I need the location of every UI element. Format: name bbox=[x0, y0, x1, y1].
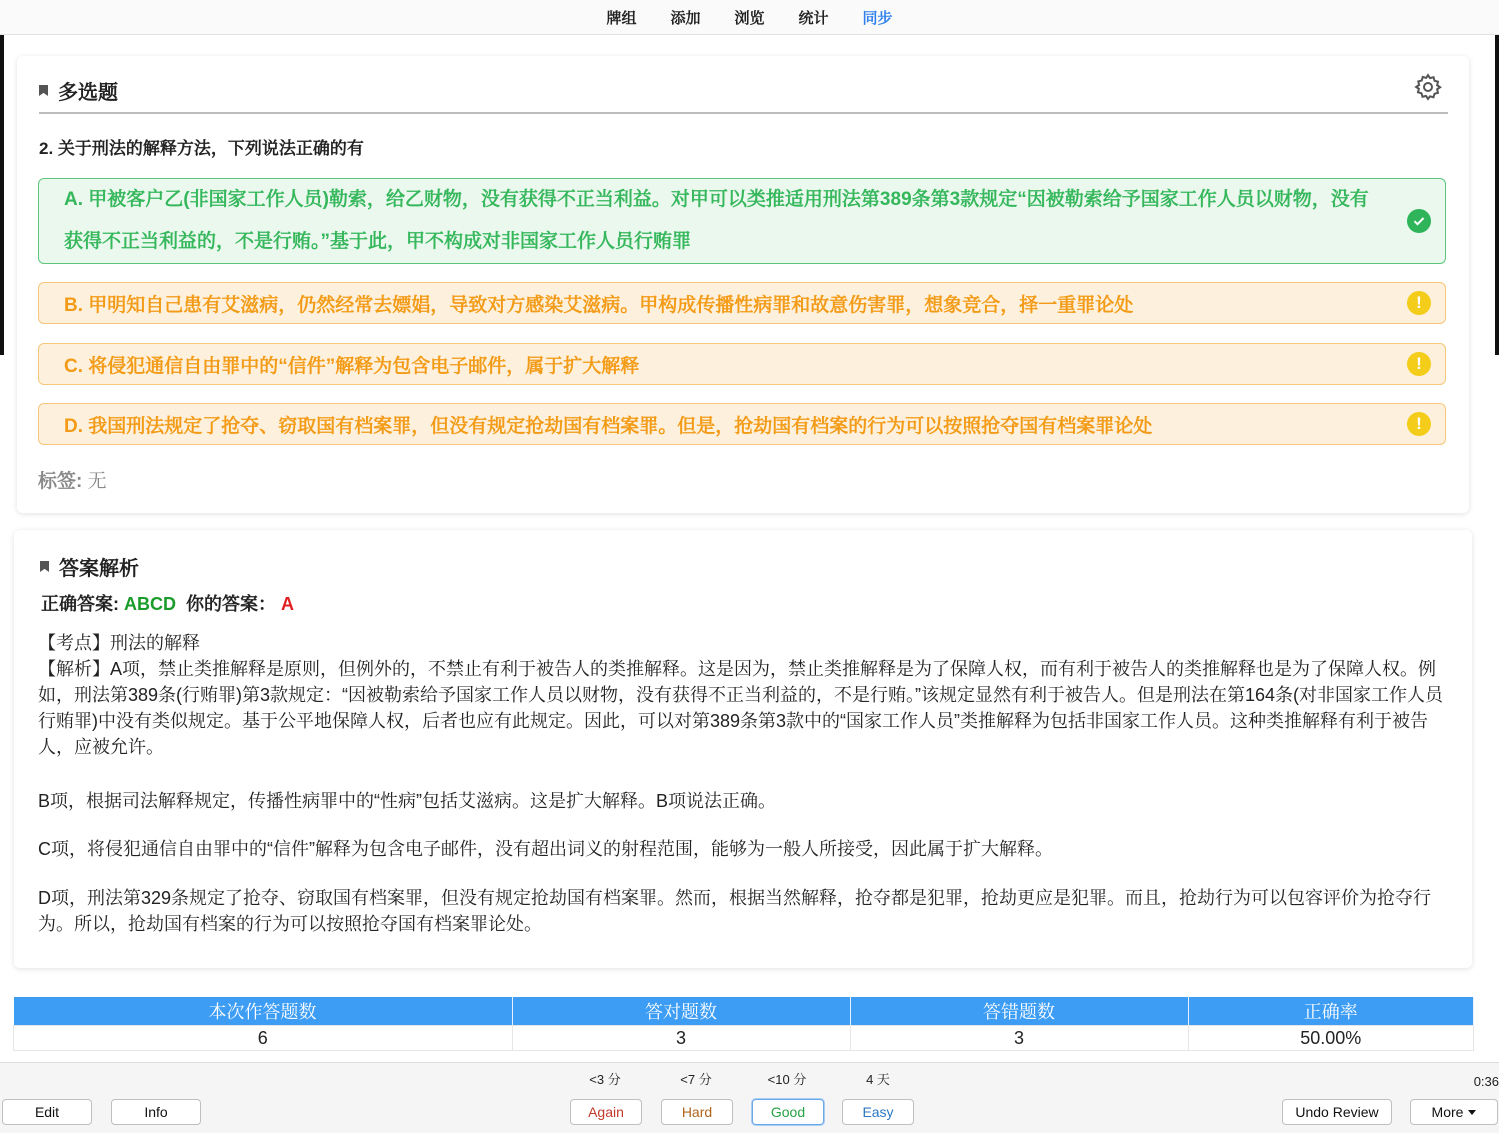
option-b-label: B. 甲明知自己患有艾滋病，仍然经常去嫖娼，导致对方感染艾滋病。甲构成传播性病罪和故意伤害罪，想象竞合，择一重罪论处 bbox=[64, 294, 1134, 316]
option-c[interactable] bbox=[38, 343, 1446, 385]
stats-total-value: 6 bbox=[14, 1026, 513, 1051]
answer-section-title: 答案解析 bbox=[59, 558, 139, 580]
your-answer-value: A bbox=[281, 594, 295, 614]
stats-header-wrong: 答错题数 bbox=[850, 997, 1188, 1026]
undo-review-button[interactable]: Undo Review bbox=[1282, 1099, 1392, 1125]
window-left-edge bbox=[0, 0, 4, 355]
option-d[interactable] bbox=[38, 403, 1446, 445]
option-a-label: A. 甲被客户乙(非国家工作人员)勒索，给乙财物，没有获得不正当利益。对甲可以类推适用刑法第389条第3款规定“因被勒索给予国家工作人员以财物，没有获得不正当利益的，不是行贿。”基于此，甲不构成对非国家工作人员行贿罪 bbox=[64, 189, 1369, 252]
more-button[interactable] bbox=[1410, 1099, 1498, 1125]
nav-browse[interactable]: 浏览 bbox=[734, 9, 765, 27]
option-a[interactable] bbox=[38, 178, 1446, 264]
stats-wrong-value: 3 bbox=[850, 1026, 1188, 1051]
caret-down-icon bbox=[1468, 1110, 1476, 1115]
nav-sync[interactable]: 同步 bbox=[862, 9, 893, 27]
explanation-point: 【考点】刑法的解释 bbox=[38, 633, 200, 653]
explanation-b: B项，根据司法解释规定，传播性病罪中的“性病”包括艾滋病。这是扩大解释。B项说法正确。 bbox=[38, 791, 776, 811]
nav-add[interactable]: 添加 bbox=[670, 9, 701, 27]
tags-label: 标签: bbox=[38, 471, 83, 492]
good-interval: <10 分 bbox=[767, 1072, 807, 1087]
bookmark-icon bbox=[40, 561, 49, 572]
explanation-c: C项，将侵犯通信自由罪中的“信件”解释为包含电子邮件，没有超出词义的射程范围，能够为一般人所接受，因此属于扩大解释。 bbox=[38, 839, 1053, 859]
answer-summary bbox=[41, 590, 294, 616]
option-b[interactable] bbox=[38, 282, 1446, 324]
tags-line bbox=[38, 466, 107, 493]
nav-decks[interactable]: 牌组 bbox=[606, 9, 637, 27]
again-button[interactable]: Again bbox=[570, 1099, 642, 1125]
nav-stats[interactable]: 统计 bbox=[798, 9, 829, 27]
exclamation-circle-icon: ! bbox=[1407, 412, 1431, 436]
more-button-label: More bbox=[1431, 1104, 1464, 1120]
easy-button[interactable]: Easy bbox=[842, 1099, 914, 1125]
bookmark-icon bbox=[39, 85, 48, 96]
correct-answer-label: 正确答案: bbox=[41, 594, 119, 614]
review-bottom-bar bbox=[0, 1062, 1499, 1133]
stats-header-accuracy: 正确率 bbox=[1188, 997, 1474, 1026]
hard-button[interactable]: Hard bbox=[661, 1099, 733, 1125]
stats-header-correct: 答对题数 bbox=[512, 997, 850, 1026]
edit-button[interactable]: Edit bbox=[2, 1099, 92, 1125]
gear-icon[interactable] bbox=[1413, 72, 1443, 102]
session-stats-table bbox=[13, 997, 1474, 1051]
correct-answer-value: ABCD bbox=[124, 594, 177, 614]
option-d-label: D. 我国刑法规定了抢夺、窃取国有档案罪，但没有规定抢劫国有档案罪。但是，抢劫国有档案的行为可以按照抢夺国有档案罪论处 bbox=[64, 415, 1153, 437]
stats-accuracy-value: 50.00% bbox=[1188, 1026, 1474, 1051]
question-text: 2. 关于刑法的解释方法，下列说法正确的有 bbox=[39, 139, 364, 158]
good-button[interactable]: Good bbox=[752, 1099, 824, 1125]
exclamation-circle-icon: ! bbox=[1407, 352, 1431, 376]
stats-header-row bbox=[14, 997, 1474, 1026]
top-nav bbox=[0, 0, 1499, 35]
hard-interval: <7 分 bbox=[680, 1072, 712, 1087]
header-divider bbox=[39, 112, 1448, 114]
explanation-d: D项，刑法第329条规定了抢夺、窃取国有档案罪，但没有规定抢劫国有档案罪。然而，根据当然解释，抢夺都是犯罪，抢劫更应是犯罪。而且，抢劫行为可以包容评价为抢夺行为。所以，抢劫国有档案的行为可以按照抢夺国有档案罪论处。 bbox=[38, 888, 1432, 934]
answer-section-header bbox=[40, 552, 139, 581]
stats-value-row bbox=[14, 1026, 1474, 1051]
answer-card bbox=[14, 530, 1472, 968]
window-right-edge bbox=[1495, 0, 1499, 355]
your-answer-label: 你的答案： bbox=[186, 594, 277, 614]
explanation-analysis-a: 【解析】A项，禁止类推解释是原则，但例外的，不禁止有利于被告人的类推解释。这是因为，禁止类推解释是为了保障人权，而有利于被告人的类推解释也是为了保障人权。例如，刑法第389条(行贿罪)第3款规定：“因被勒索给予国家工作人员以财物，没有获得不正当利益的，不是行贿。”该规定显然有利于被告人。但是刑法在第164条(对非国家工作人员行贿罪)中没有类似规定。基于公平地保障人权，后者也应有此规定。因此，可以对第389条第3款中的“国家工作人员”类推解释为包括非国家工作人员。这种类推解释有利于被告人，应被允许。 bbox=[38, 659, 1444, 757]
stats-correct-value: 3 bbox=[512, 1026, 850, 1051]
stats-header-total: 本次作答题数 bbox=[14, 997, 513, 1026]
question-card bbox=[17, 56, 1469, 513]
check-circle-icon bbox=[1407, 209, 1431, 233]
question-section-header bbox=[39, 76, 118, 105]
easy-interval: 4 天 bbox=[866, 1072, 890, 1087]
option-c-label: C. 将侵犯通信自由罪中的“信件”解释为包含电子邮件，属于扩大解释 bbox=[64, 355, 640, 377]
again-interval: <3 分 bbox=[589, 1072, 621, 1087]
question-type-title: 多选题 bbox=[58, 82, 118, 104]
exclamation-circle-icon: ! bbox=[1407, 291, 1431, 315]
tags-value: 无 bbox=[87, 471, 107, 492]
review-timer: 0:36 bbox=[1473, 1074, 1499, 1089]
info-button[interactable]: Info bbox=[111, 1099, 201, 1125]
